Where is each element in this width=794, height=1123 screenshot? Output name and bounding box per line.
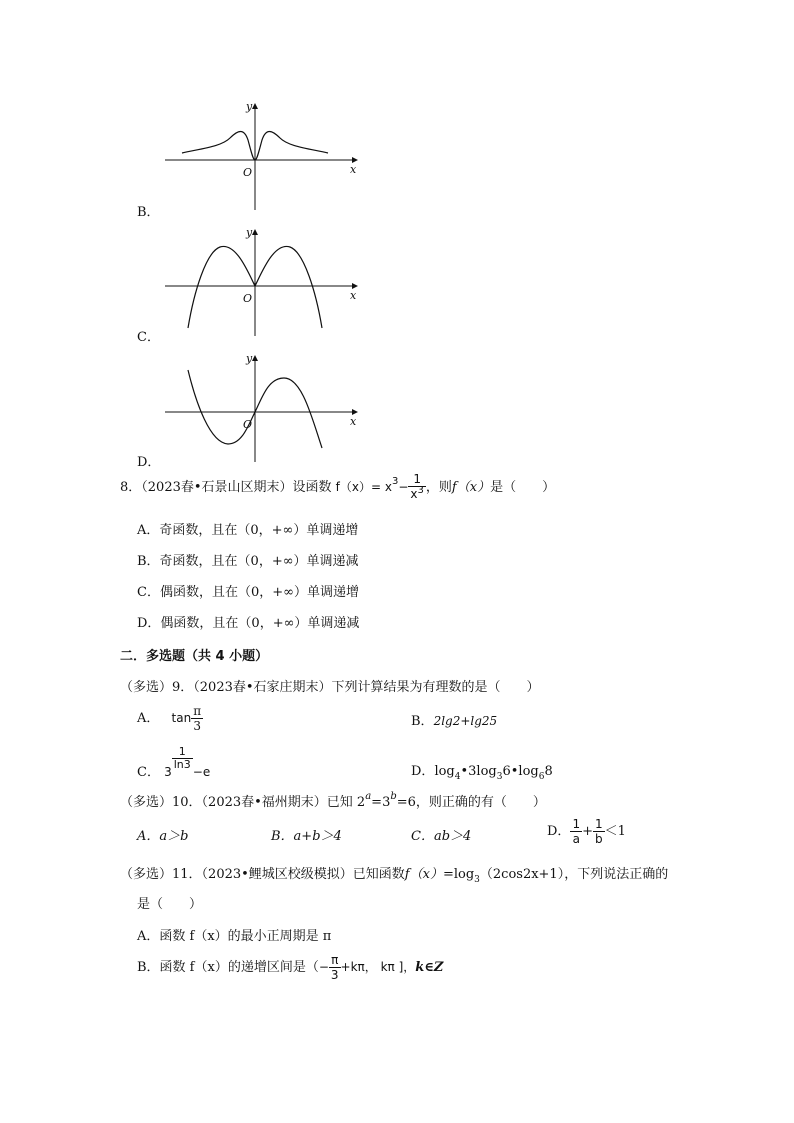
q10-d-frac2 <box>593 817 605 846</box>
q9-a-label: A． <box>137 711 160 726</box>
q9-d-mid1: •3log <box>460 764 497 779</box>
q10-option-d <box>547 814 626 850</box>
q11-eq: =log <box>442 867 475 882</box>
q10-exp-a: a <box>365 791 372 802</box>
q10-stem-post: =6，则正确的有（ ） <box>396 795 546 810</box>
graph-b <box>160 96 370 216</box>
q11-fx: f（x） <box>404 867 443 882</box>
q8-option-b: B．奇函数，且在（0，+∞）单调递减 <box>137 554 359 569</box>
q11-sub: 3 <box>474 875 480 885</box>
q8-func <box>335 472 426 501</box>
q10-d-den1: a <box>572 832 580 846</box>
q10-option-a: A．a＞b <box>137 829 189 844</box>
q10-d-num2: 1 <box>594 817 603 831</box>
q8-option-a: A．奇函数，且在（0，+∞）单调递增 <box>137 523 359 538</box>
q11-b-pre: B．函数 f（x）的递增区间是（ <box>137 960 319 975</box>
q9-b-label: B． <box>411 714 434 729</box>
q9-option-a <box>137 700 203 737</box>
y-axis-label: y <box>246 226 253 239</box>
x-axis-label: x <box>350 289 357 302</box>
option-b-label: B． <box>137 205 160 220</box>
origin-label: O <box>243 166 253 179</box>
q8-fraction <box>408 472 425 503</box>
q10-d-den2: b <box>594 832 603 846</box>
q9-d-label: D． <box>411 764 435 779</box>
q8-option-d: D．偶函数，且在（0，+∞）单调递减 <box>137 616 360 631</box>
q11-stem-prefix: （多选）11．（2023•鲤城区校级模拟）已知函数 <box>120 867 405 882</box>
q10-d-label: D． <box>547 824 571 839</box>
q8-option-c: C．偶函数，且在（0，+∞）单调递增 <box>137 585 359 600</box>
q9-c-base: 3 <box>164 765 172 779</box>
x-axis-label: x <box>350 163 357 176</box>
q11-stem-line2: 是（ ） <box>137 897 203 912</box>
q11-arg: （2cos2x+1），下列说法正确的 <box>479 867 669 882</box>
section-heading: 二．多选题（共 4 小题） <box>120 649 269 664</box>
q11-b-frac <box>329 953 341 982</box>
question-9-stem: （多选）9．（2023春•石家庄期末）下列计算结果为有理数的是（ ） <box>120 680 540 695</box>
q11-option-b <box>137 949 443 986</box>
q8-frac-den <box>408 487 425 503</box>
q8-fx: f（x） <box>451 480 491 495</box>
q11-b-minus: − <box>318 960 329 974</box>
origin-label: O <box>243 292 253 305</box>
y-axis-arrow-icon <box>252 103 258 109</box>
q10-stem-prefix: （多选）10．（2023春•福州期末）已知 2 <box>120 795 366 810</box>
q9-d-end: 8 <box>544 764 553 779</box>
origin-label: O <box>243 418 253 431</box>
q9-c-exp-frac <box>172 746 193 771</box>
q11-b-end: k∈Z <box>415 960 444 975</box>
q9-a-den: 3 <box>193 719 201 733</box>
q9-d-sub2: 3 <box>496 772 503 782</box>
q8-stem-prefix: 8．（2023春•石景山区期末）设函数 <box>120 480 332 495</box>
q11-b-den: 3 <box>330 968 339 982</box>
q8-frac-den-exp: 3 <box>417 485 424 496</box>
q11-b-num: π <box>329 953 341 968</box>
x-axis-label: x <box>350 415 357 428</box>
q9-a-tan: tan <box>171 711 192 725</box>
q8-exp: 3 <box>391 476 399 487</box>
question-10-stem <box>120 791 546 810</box>
q10-d-num1: 1 <box>572 817 581 831</box>
q8-minus: − <box>398 480 409 494</box>
q9-a-num: π <box>193 704 202 718</box>
q8-frac-den-base: x <box>410 487 418 501</box>
q9-option-c <box>137 745 211 785</box>
option-c-label: C． <box>137 330 160 345</box>
q10-exp-b: b <box>390 791 397 802</box>
question-8-stem <box>120 472 555 504</box>
q8-frac-num: 1 <box>408 472 425 487</box>
q9-c-tail: −e <box>192 765 211 779</box>
y-axis-label: y <box>246 352 253 365</box>
q10-option-b: B．a+b＞4 <box>271 829 342 844</box>
q11-b-mid: +kπ， kπ ]， <box>340 960 416 974</box>
q8-func-lhs: f（x）= x <box>335 480 392 494</box>
q9-c-den: ln3 <box>173 758 191 771</box>
q9-b-text: 2lg2+lg25 <box>433 714 498 728</box>
graph-d <box>160 348 370 468</box>
q10-eq: =3 <box>371 795 391 810</box>
option-d-label: D． <box>137 455 161 470</box>
q9-a-frac <box>191 704 203 733</box>
q9-c-label: C． <box>137 765 160 780</box>
y-axis-label: y <box>246 100 253 113</box>
q9-d-sub1: 4 <box>454 772 461 782</box>
q8-stem-end: 是（ ） <box>490 480 556 495</box>
q10-d-plus: + <box>582 824 593 839</box>
q10-d-frac1 <box>570 817 582 846</box>
y-axis-arrow-icon <box>252 229 258 235</box>
q9-d-pre: log <box>434 764 455 779</box>
q10-d-end: ＜1 <box>604 824 626 839</box>
q9-d-sub3: 6 <box>538 772 545 782</box>
q10-option-c: C．ab＞4 <box>411 829 472 844</box>
q8-stem-post: ，则 <box>425 480 452 495</box>
q11-option-a: A．函数 f（x）的最小正周期是 π <box>137 929 332 944</box>
y-axis-arrow-icon <box>252 355 258 361</box>
question-11-stem <box>120 863 669 885</box>
q9-option-b <box>411 710 497 729</box>
graph-c <box>160 222 370 342</box>
q9-option-d <box>411 760 553 782</box>
q9-c-num: 1 <box>172 746 193 759</box>
q9-d-mid2: 6•log <box>502 764 539 779</box>
